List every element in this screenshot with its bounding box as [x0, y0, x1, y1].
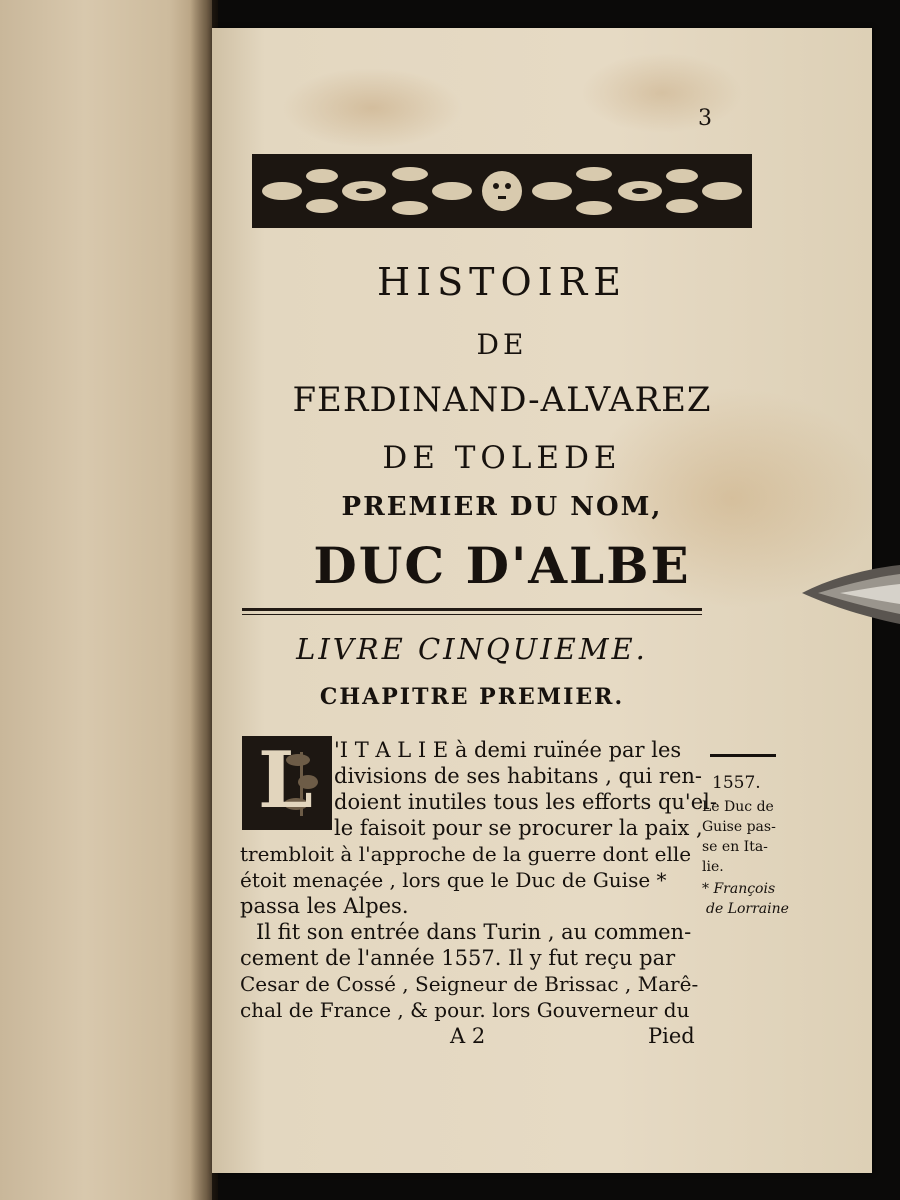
text-line: chal de France , & pour. lors Gouverneur du — [240, 998, 690, 1022]
margin-note: * François — [702, 881, 776, 897]
text-line: Il fit son entrée dans Turin , au commen- — [256, 920, 692, 944]
text-line: étoit menaçée , lors que le Duc de Guise * — [240, 868, 667, 892]
text-line: divisions de ses habitans , qui ren- — [334, 764, 702, 788]
page-marker-icon — [800, 560, 900, 630]
title-ferdinand-alvarez: FERDINAND-ALVAREZ — [292, 380, 712, 420]
page-number: 3 — [698, 106, 712, 131]
margin-note: de Lorraine — [706, 901, 789, 917]
chapter-heading: CHAPITRE PREMIER. — [319, 684, 625, 710]
drop-cap-letter: L — [258, 735, 313, 826]
title-de-tolede: DE TOLEDE — [382, 440, 622, 476]
title-de: DE — [476, 328, 528, 361]
margin-note: Le Duc de — [702, 799, 774, 815]
margin-note: se en Ita- — [702, 839, 768, 855]
margin-rule — [710, 754, 776, 757]
book-heading: LIVRE CINQUIEME. — [296, 632, 648, 666]
title-duc-d-albe: DUC D'ALBE — [313, 536, 691, 595]
text-line: doient inutiles tous les efforts qu'el- — [334, 790, 717, 814]
left-page — [0, 0, 212, 1200]
catchword: Pied — [648, 1024, 695, 1048]
margin-note: Guise pas- — [702, 819, 776, 835]
title-rule — [242, 608, 702, 611]
margin-note: 1557. — [712, 773, 761, 793]
drop-cap-ornament — [242, 736, 332, 830]
title-premier-du-nom: PREMIER DU NOM, — [341, 492, 663, 522]
text-line: Cesar de Cossé , Seigneur de Brissac , Marê- — [240, 972, 699, 996]
text-line: 'I T A L I E à demi ruïnée par les — [334, 738, 682, 762]
text-line: trembloit à l'approche de la guerre dont elle — [240, 842, 692, 866]
book-page — [212, 28, 872, 1173]
signature-mark: A 2 — [450, 1024, 486, 1048]
margin-note: lie. — [702, 859, 724, 875]
title-rule-thin — [242, 614, 702, 615]
text-line: cement de l'année 1557. Il y fut reçu par — [240, 946, 676, 970]
title-histoire: HISTOIRE — [376, 260, 628, 304]
text-line: le faisoit pour se procurer la paix , — [334, 816, 703, 840]
ornamental-headpiece — [252, 154, 752, 228]
text-line: passa les Alpes. — [240, 894, 409, 918]
